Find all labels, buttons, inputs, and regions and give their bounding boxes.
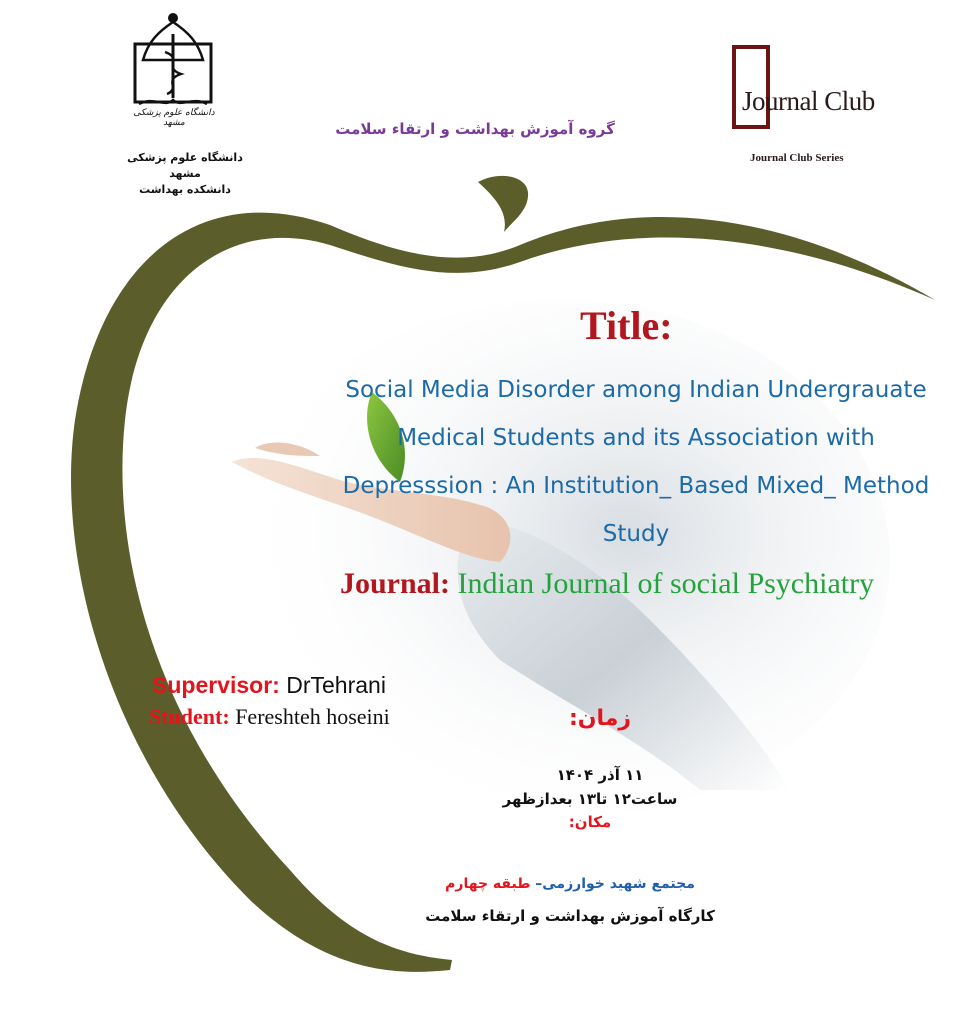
venue-sub: کارگاه آموزش بهداشت و ارتقاء سلامت bbox=[425, 907, 715, 925]
university-name-line1: دانشگاه علوم پزشکی مشهد bbox=[127, 151, 243, 180]
university-logo-text: دانشگاه علوم پزشکی مشهد bbox=[133, 108, 215, 128]
event-date: ۱۱ آذر ۱۴۰۴ bbox=[556, 766, 644, 784]
student-name: Fereshteh hoseini bbox=[235, 704, 390, 729]
journal-label: Journal: bbox=[340, 567, 451, 600]
venue-line bbox=[400, 876, 740, 892]
university-name bbox=[120, 150, 250, 198]
apple-stem bbox=[478, 176, 528, 232]
journal-club-series: Journal Club Series bbox=[750, 152, 844, 164]
journal-club-logo: Journal Club bbox=[742, 86, 875, 116]
time-label: زمان: bbox=[568, 706, 632, 731]
university-logo-drawing bbox=[135, 13, 211, 104]
student-label: Student: bbox=[149, 704, 230, 729]
journal-name: Indian Journal of social Psychiatry bbox=[457, 567, 875, 600]
university-name-line2: دانشکده بهداشت bbox=[139, 183, 231, 196]
presentation-title: Social Media Disorder among Indian Undergrauate Medical Students and its Association with Depresssion : An Institution_ Based Mixed_ Method Study bbox=[342, 377, 930, 547]
venue-main: مجتمع شهید خوارزمی– bbox=[535, 876, 695, 892]
supervisor-name: DrTehrani bbox=[286, 672, 386, 698]
group-name: گروه آموزش بهداشت و ارتقاء سلامت bbox=[335, 120, 615, 138]
university-logo bbox=[133, 108, 215, 128]
supervisor-line bbox=[152, 672, 386, 699]
event-hours: ساعت۱۲ تا۱۳ بعدازظهر bbox=[502, 790, 678, 808]
supervisor-label: Supervisor: bbox=[152, 672, 280, 698]
student-line bbox=[149, 704, 390, 730]
place-label: مکان: bbox=[568, 813, 612, 831]
title-label: Title: bbox=[580, 303, 673, 348]
journal-line bbox=[340, 567, 940, 601]
venue-floor: طبقه چهارم bbox=[445, 876, 531, 892]
